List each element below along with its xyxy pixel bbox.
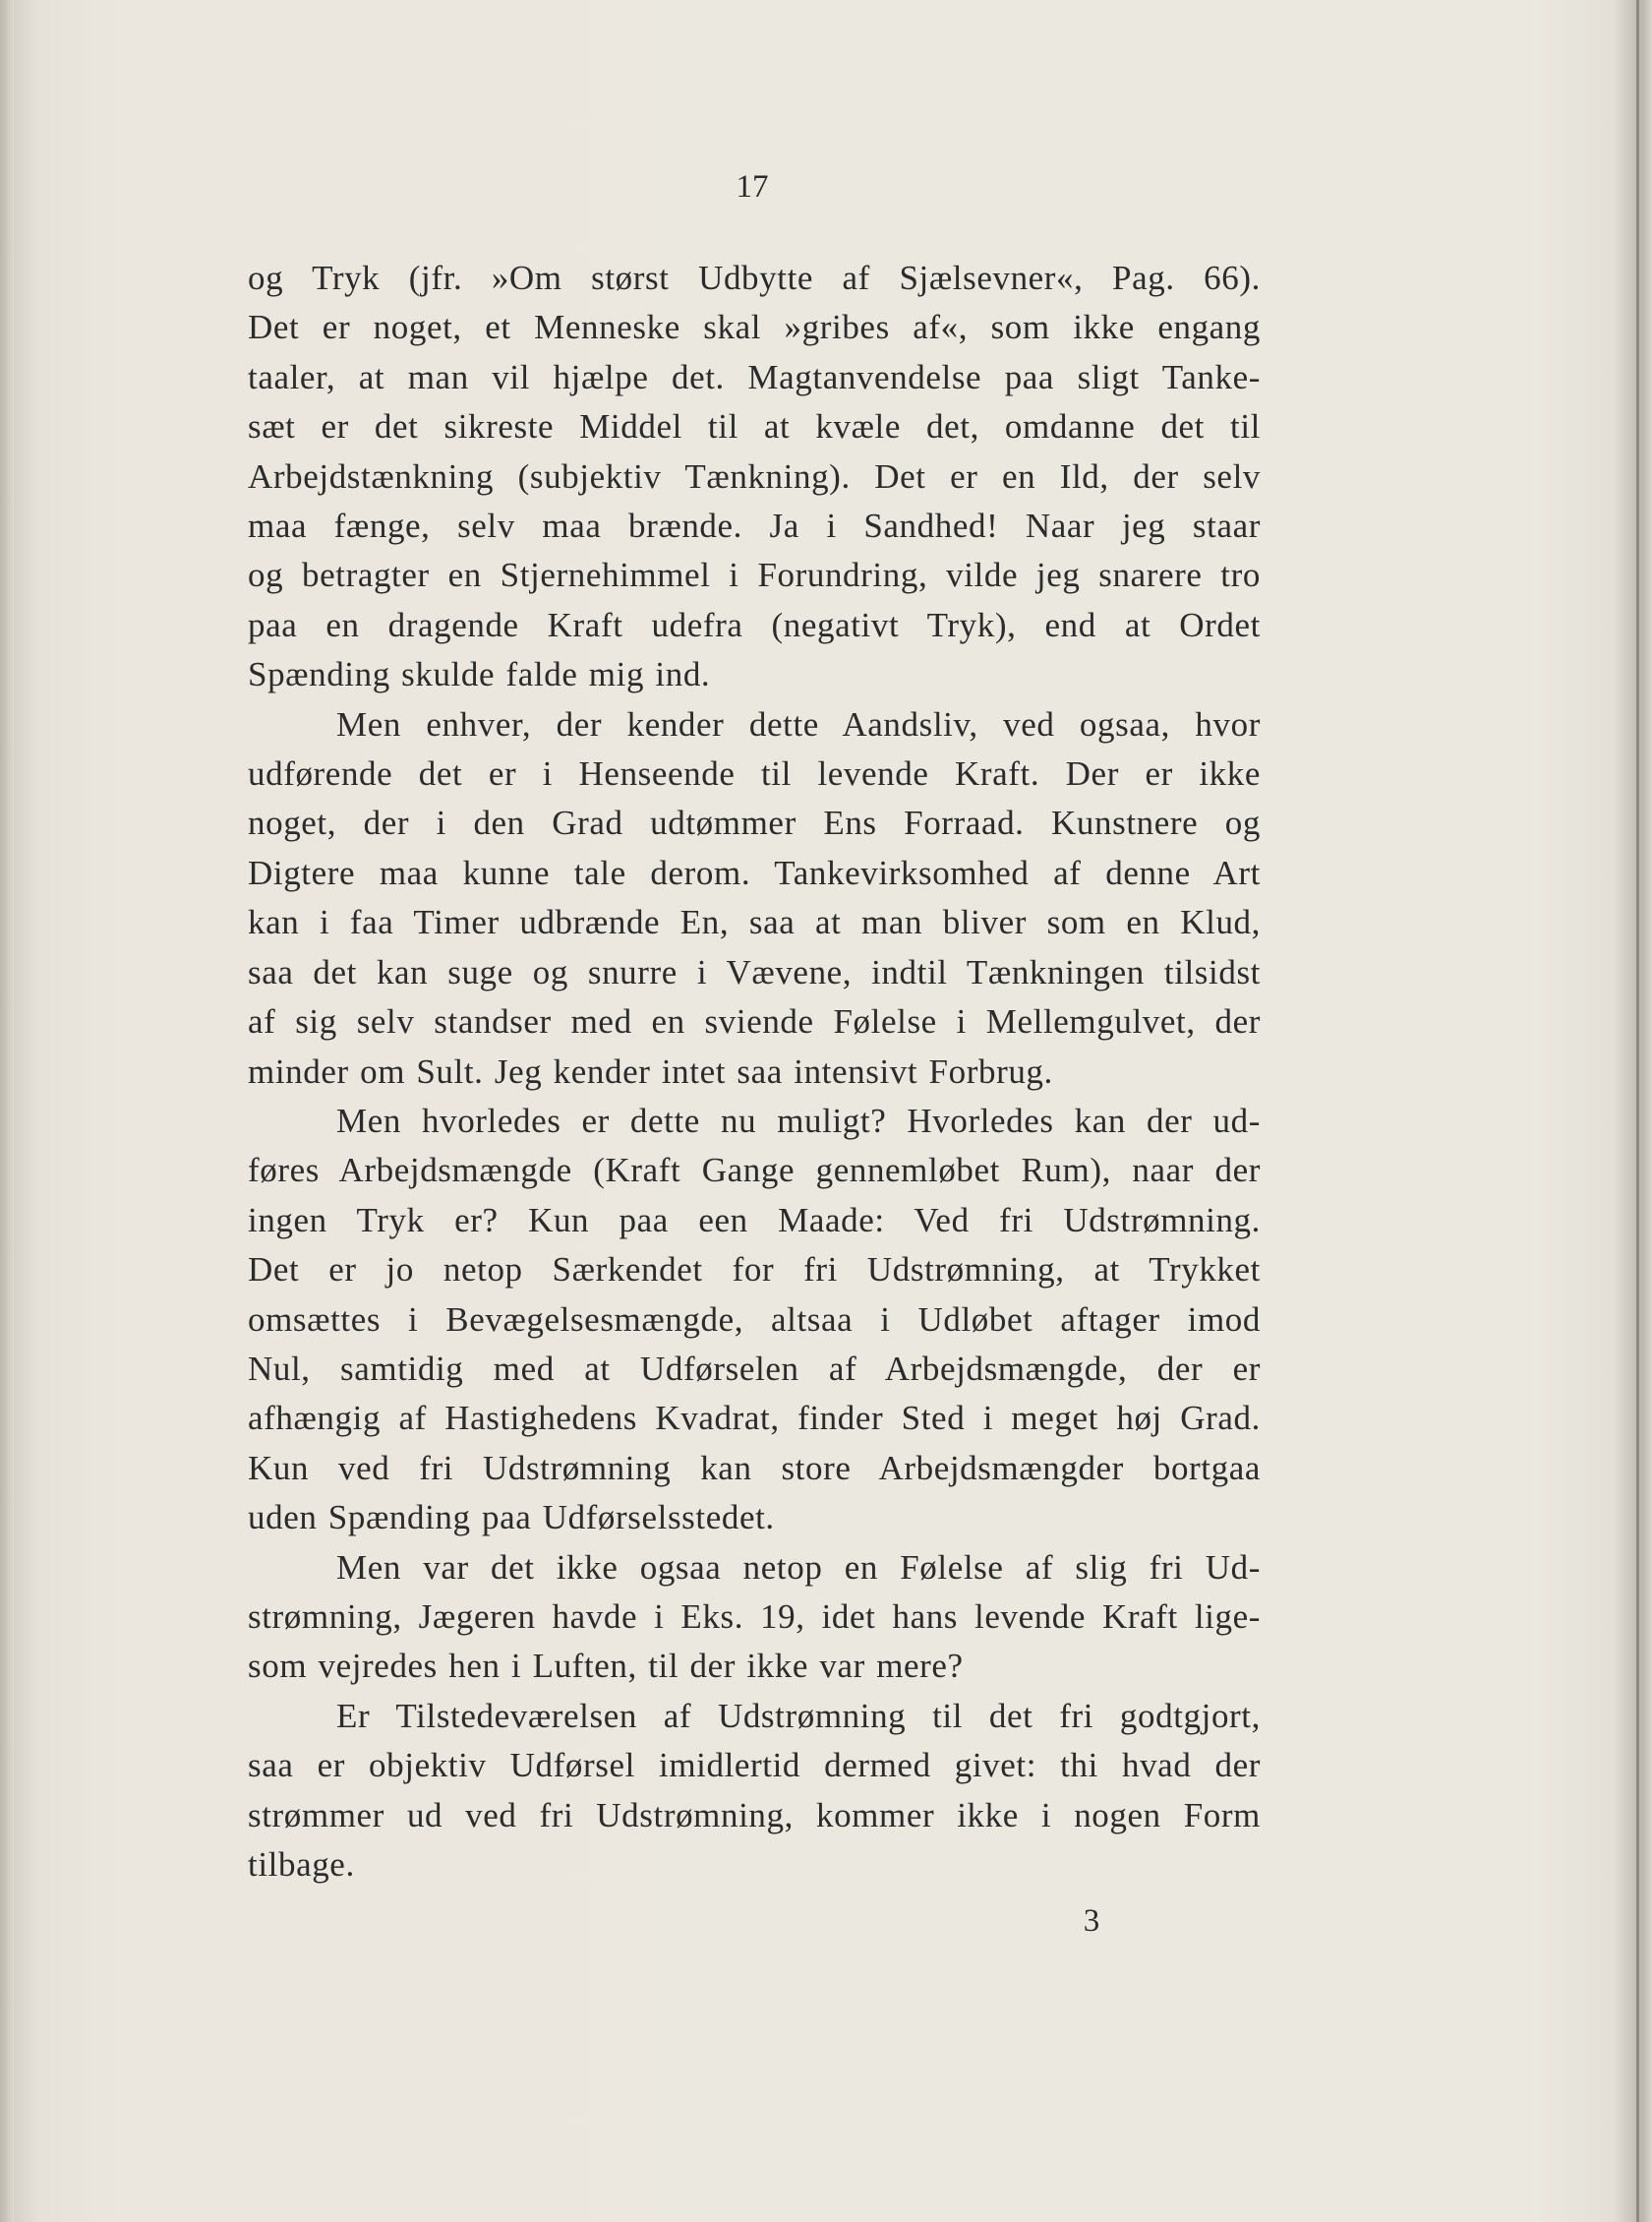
text-line: taaler, at man vil hjælpe det. Magtanvendelse paa sligt Tanke-	[248, 357, 1261, 396]
text-line: ingen Tryk er? Kun paa een Maade: Ved fri Udstrømning.	[248, 1200, 1261, 1239]
signature-mark: 3	[1083, 1903, 1100, 1939]
text-line: føres Arbejdsmængde (Kraft Gange gennemløbet Rum), naar der	[248, 1151, 1261, 1190]
text-line: sæt er det sikreste Middel til at kvæle det, omdanne det til	[248, 407, 1261, 447]
text-line: tilbage.	[248, 1845, 355, 1884]
text-line: Er Tilstedeværelsen af Udstrømning til det fri godtgjort,	[336, 1696, 1261, 1735]
page-edge	[1636, 0, 1639, 2222]
text-line: omsættes i Bevægelsesmængde, altsaa i Udløbet aftager imod	[248, 1299, 1261, 1339]
binding-shadow	[0, 0, 14, 2222]
text-line: Men enhver, der kender dette Aandsliv, ved ogsaa, hvor	[336, 704, 1261, 744]
text-line: maa fænge, selv maa brænde. Ja i Sandhed! Naar jeg staar	[248, 507, 1261, 546]
text-line: saa det kan suge og snurre i Vævene, indtil Tænkningen tilsidst	[248, 952, 1261, 991]
text-line: Nul, samtidig med at Udførselen af Arbejdsmængde, der er	[248, 1349, 1261, 1388]
text-line: Spænding skulde falde mig ind.	[248, 655, 711, 694]
text-line: Men var det ikke ogsaa netop en Følelse af slig fri Ud-	[336, 1547, 1261, 1587]
page-number: 17	[736, 169, 769, 205]
text-line: strømmer ud ved fri Udstrømning, kommer ikke i nogen Form	[248, 1795, 1261, 1834]
text-line: afhængig af Hastighedens Kvadrat, finder Sted i meget høj Grad.	[248, 1399, 1261, 1438]
text-line: af sig selv standser med en sviende Følelse i Mellemgulvet, der	[248, 1002, 1261, 1042]
text-line: Digtere maa kunne tale derom. Tankevirksomhed af denne Art	[248, 853, 1261, 892]
text-line: og Tryk (jfr. »Om størst Udbytte af Sjælsevner«, Pag. 66).	[248, 259, 1261, 297]
text-line: udførende det er i Henseende til levende Kraft. Der er ikke	[248, 754, 1261, 794]
text-line: Arbejdstænkning (subjektiv Tænkning). Det er en Ild, der selv	[248, 456, 1261, 496]
text-line: Det er jo netop Særkendet for fri Udstrømning, at Trykket	[248, 1250, 1261, 1290]
text-line: saa er objektiv Udførsel imidlertid dermed givet: thi hvad der	[248, 1746, 1261, 1785]
text-line: paa en dragende Kraft udefra (negativt Tryk), end at Ordet	[248, 605, 1261, 644]
text-line: Men hvorledes er dette nu muligt? Hvorledes kan der ud-	[336, 1101, 1261, 1140]
text-line: kan i faa Timer udbrænde En, saa at man bliver som en Klud,	[248, 903, 1261, 942]
text-line: strømning, Jægeren havde i Eks. 19, idet hans levende Kraft lige-	[248, 1596, 1261, 1636]
body-text	[248, 254, 1261, 1890]
text-line: uden Spænding paa Udførselsstedet.	[248, 1498, 775, 1537]
text-line: som vejredes hen i Luften, til der ikke var mere?	[248, 1647, 964, 1686]
text-line: og betragter en Stjernehimmel i Forundring, vilde jeg snarere tro	[248, 556, 1261, 595]
text-line: noget, der i den Grad udtømmer Ens Forraad. Kunstnere og	[248, 804, 1261, 843]
text-line: Det er noget, et Menneske skal »gribes af«, som ikke engang	[248, 308, 1261, 347]
text-line: Kun ved fri Udstrømning kan store Arbejdsmængder bortgaa	[248, 1448, 1261, 1487]
text-line: minder om Sult. Jeg kender intet saa intensivt Forbrug.	[248, 1051, 1053, 1091]
